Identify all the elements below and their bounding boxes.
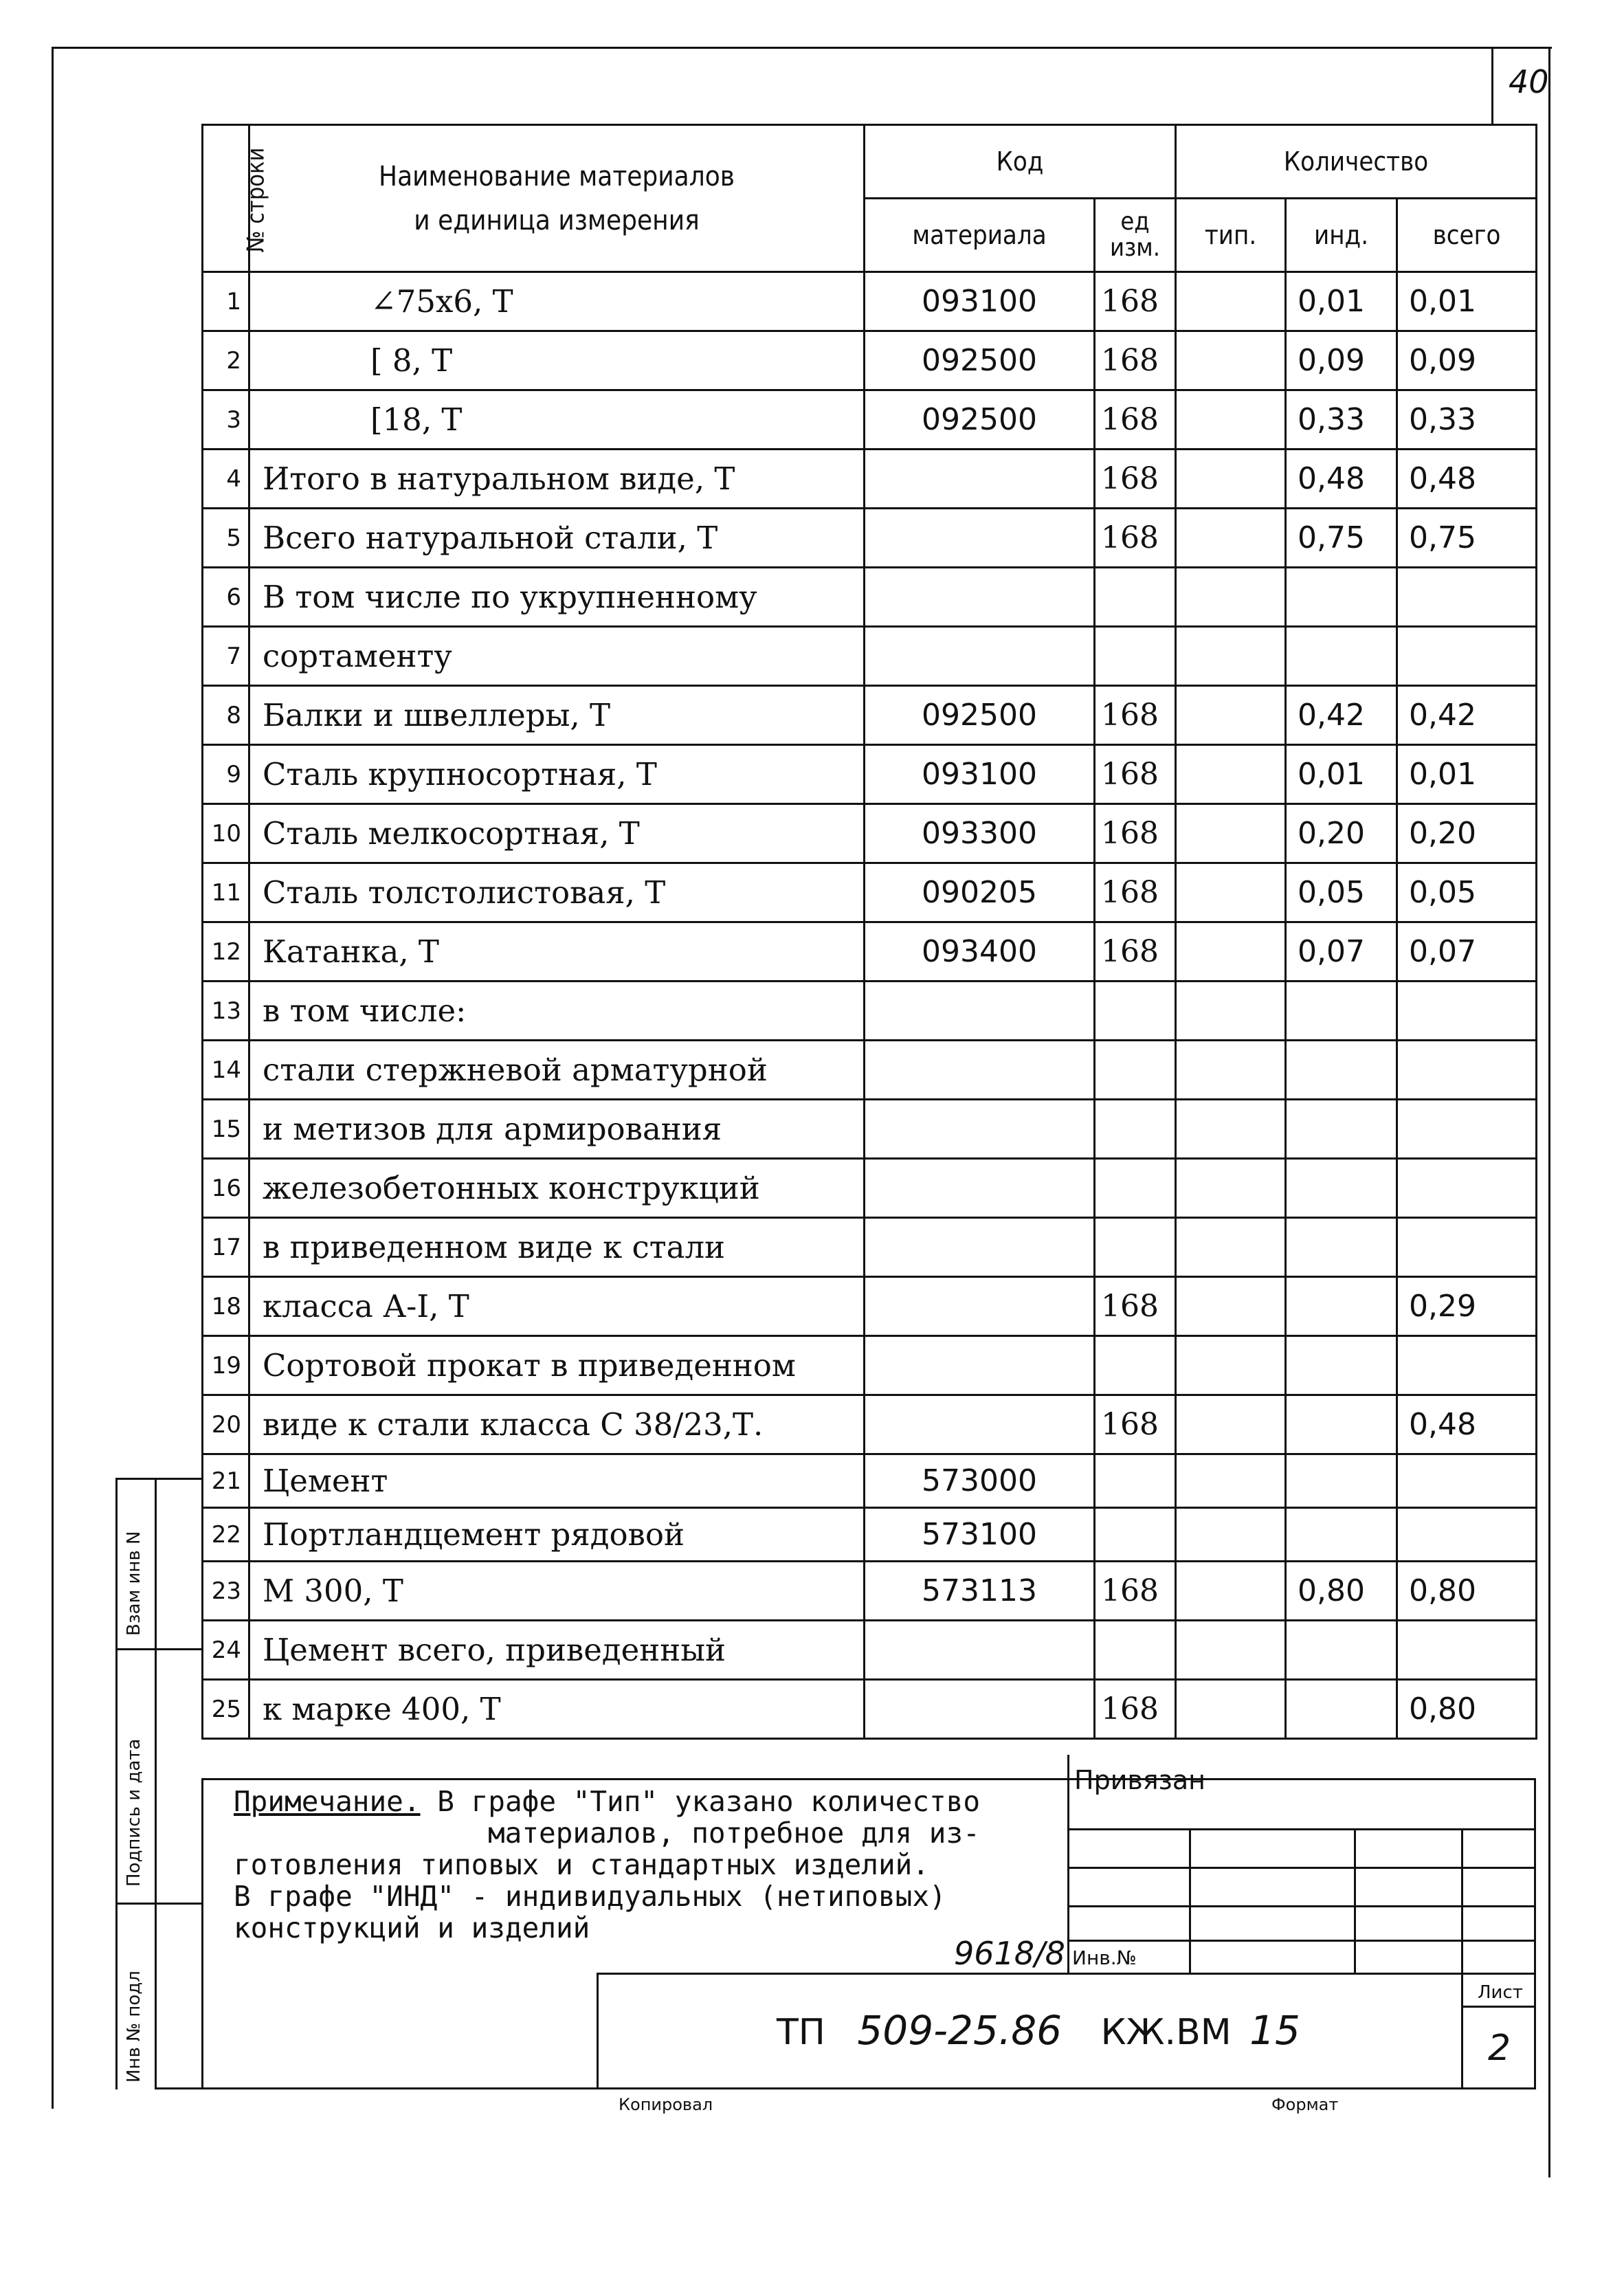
unit-code (1095, 1454, 1176, 1508)
row-number: 1 (203, 272, 249, 331)
material-name: класса А-I, Т (249, 1277, 865, 1336)
qty-ind (1286, 1100, 1397, 1159)
material-code: 093100 (865, 745, 1095, 804)
table-row (203, 1395, 1537, 1454)
material-code: 573113 (865, 1562, 1095, 1621)
material-name: сортаменту (249, 627, 865, 686)
unit-code: 168 (1095, 686, 1176, 745)
material-code: 573100 (865, 1508, 1095, 1562)
table-row (203, 331, 1537, 390)
qty-typ (1176, 1621, 1286, 1680)
note-line-2: материалов, потребное для из- (488, 1817, 980, 1850)
qty-total: 0,33 (1397, 390, 1537, 450)
header-row-no (203, 125, 270, 272)
material-code (865, 509, 1095, 568)
material-code (865, 1336, 1095, 1395)
row-number: 23 (203, 1562, 249, 1621)
material-code (865, 568, 1095, 627)
qty-ind (1286, 1041, 1397, 1100)
note-line-4: В графе "ИНД" - индивидуальных (нетиповых) (234, 1880, 946, 1913)
material-code (865, 1218, 1095, 1277)
material-code (865, 1395, 1095, 1454)
row-number: 14 (203, 1041, 249, 1100)
material-code (865, 1100, 1095, 1159)
unit-code: 168 (1095, 745, 1176, 804)
margin-inner-line (155, 1478, 157, 2089)
unit-code: 168 (1095, 331, 1176, 390)
table-row (203, 272, 1537, 331)
qty-typ (1176, 1454, 1286, 1508)
qty-ind: 0,05 (1286, 863, 1397, 922)
row-number: 5 (203, 509, 249, 568)
qty-typ (1176, 863, 1286, 922)
qty-ind (1286, 1395, 1397, 1454)
qty-typ (1176, 1680, 1286, 1739)
header-code: Код (865, 125, 1176, 199)
row-number: 17 (203, 1218, 249, 1277)
qty-typ (1176, 627, 1286, 686)
material-code (865, 1277, 1095, 1336)
table-row (203, 982, 1537, 1041)
material-name: Балки и швеллеры, Т (249, 686, 865, 745)
material-code (865, 1041, 1095, 1100)
inv-no-label: Инв.№ (1072, 1947, 1137, 1969)
unit-code (1095, 1041, 1176, 1100)
row-number: 22 (203, 1508, 249, 1562)
qty-total: 0,01 (1397, 272, 1537, 331)
table-row (203, 1100, 1537, 1159)
unit-code: 168 (1095, 804, 1176, 863)
margin-sep-2 (115, 1903, 201, 1905)
unit-code: 168 (1095, 272, 1176, 331)
frame-right-line (1548, 47, 1550, 2177)
side-label-podpis-data: Подпись и дата (124, 1738, 144, 1887)
material-name: Сортовой прокат в приведенном (249, 1336, 865, 1395)
unit-code: 168 (1095, 1562, 1176, 1621)
privyazan-col-3 (1461, 1828, 1463, 1973)
qty-ind: 0,80 (1286, 1562, 1397, 1621)
material-name: стали стержневой арматурной (249, 1041, 865, 1100)
qty-total (1397, 1508, 1537, 1562)
material-name: Катанка, Т (249, 922, 865, 982)
stamp-left-line (597, 1973, 599, 2089)
unit-code: 168 (1095, 1277, 1176, 1336)
qty-ind: 0,09 (1286, 331, 1397, 390)
material-code (865, 1680, 1095, 1739)
material-name: Портландцемент рядовой (249, 1508, 865, 1562)
qty-typ (1176, 745, 1286, 804)
row-number: 9 (203, 745, 249, 804)
material-code: 092500 (865, 686, 1095, 745)
material-name: в том числе: (249, 982, 865, 1041)
unit-code: 168 (1095, 509, 1176, 568)
qty-ind: 0,42 (1286, 686, 1397, 745)
qty-total (1397, 1336, 1537, 1395)
privyazan-row-1 (1067, 1828, 1535, 1830)
material-name: В том числе по укрупненному (249, 568, 865, 627)
qty-total: 0,48 (1397, 450, 1537, 509)
unit-code: 168 (1095, 1395, 1176, 1454)
qty-typ (1176, 568, 1286, 627)
row-number: 16 (203, 1159, 249, 1218)
table-row (203, 686, 1537, 745)
qty-total: 0,07 (1397, 922, 1537, 982)
table-row (203, 1336, 1537, 1395)
qty-total (1397, 627, 1537, 686)
row-number: 21 (203, 1454, 249, 1508)
privyazan-col-1 (1189, 1828, 1191, 1973)
table-row (203, 1508, 1537, 1562)
header-qty-typ: тип. (1176, 199, 1286, 272)
qty-typ (1176, 450, 1286, 509)
material-name: Итого в натуральном виде, Т (249, 450, 865, 509)
table-row (203, 922, 1537, 982)
table-row (203, 1159, 1537, 1218)
table-row (203, 568, 1537, 627)
handwritten-inv-number: 9618/8 (954, 1935, 1065, 1972)
material-name: железобетонных конструкций (249, 1159, 865, 1218)
row-number: 3 (203, 390, 249, 450)
material-name: Сталь мелкосортная, Т (249, 804, 865, 863)
qty-typ (1176, 1508, 1286, 1562)
qty-ind: 0,07 (1286, 922, 1397, 982)
qty-ind: 0,01 (1286, 272, 1397, 331)
note-block (234, 1786, 980, 1944)
qty-ind: 0,75 (1286, 509, 1397, 568)
material-code (865, 1621, 1095, 1680)
row-number: 4 (203, 450, 249, 509)
table-row (203, 390, 1537, 450)
frame-left-line (52, 47, 54, 2109)
unit-code (1095, 1100, 1176, 1159)
table-row (203, 1218, 1537, 1277)
stamp-sheet-row (1461, 2006, 1535, 2008)
body-bottom-edge (155, 2087, 1536, 2089)
body-bottom-line (201, 1778, 1535, 1780)
note-label: Примечание. (234, 1785, 421, 1818)
qty-typ (1176, 1100, 1286, 1159)
qty-typ (1176, 331, 1286, 390)
row-number: 24 (203, 1621, 249, 1680)
qty-total: 0,29 (1397, 1277, 1537, 1336)
material-name: Сталь толстолистовая, Т (249, 863, 865, 922)
material-code (865, 450, 1095, 509)
qty-ind (1286, 568, 1397, 627)
qty-total: 0,75 (1397, 509, 1537, 568)
privyazan-col-2 (1354, 1828, 1356, 1973)
qty-typ (1176, 922, 1286, 982)
table-row (203, 1277, 1537, 1336)
material-code (865, 1159, 1095, 1218)
header-code-material: материала (865, 199, 1095, 272)
table-row (203, 1621, 1537, 1680)
qty-ind: 0,48 (1286, 450, 1397, 509)
qty-total: 0,05 (1397, 863, 1537, 922)
row-number: 19 (203, 1336, 249, 1395)
row-number: 25 (203, 1680, 249, 1739)
row-number: 18 (203, 1277, 249, 1336)
table-row (203, 804, 1537, 863)
qty-typ (1176, 1336, 1286, 1395)
material-code: 092500 (865, 390, 1095, 450)
unit-code (1095, 1621, 1176, 1680)
qty-ind (1286, 1680, 1397, 1739)
qty-ind (1286, 1621, 1397, 1680)
qty-typ (1176, 1395, 1286, 1454)
privyazan-left-line (1067, 1755, 1069, 1975)
qty-total (1397, 1218, 1537, 1277)
unit-code: 168 (1095, 863, 1176, 922)
qty-total: 0,01 (1397, 745, 1537, 804)
qty-typ (1176, 982, 1286, 1041)
privyazan-row-4 (1067, 1940, 1535, 1942)
material-name: Всего натуральной стали, Т (249, 509, 865, 568)
unit-code (1095, 568, 1176, 627)
qty-ind (1286, 627, 1397, 686)
frame-top-line (54, 47, 1552, 49)
side-label-inv-podl: Инв № подл (124, 1971, 144, 2083)
material-name: в приведенном виде к стали (249, 1218, 865, 1277)
row-number: 20 (203, 1395, 249, 1454)
document-code-page: 15 (1249, 2007, 1300, 2054)
stamp-sheet-col (1461, 1973, 1463, 2089)
row-number: 2 (203, 331, 249, 390)
row-number: 8 (203, 686, 249, 745)
qty-total: 0,20 (1397, 804, 1537, 863)
row-number: 6 (203, 568, 249, 627)
qty-total: 0,42 (1397, 686, 1537, 745)
unit-code: 168 (1095, 390, 1176, 450)
header-code-unit: ед изм. (1095, 199, 1176, 272)
stamp-sheet-label: Лист (1478, 1982, 1523, 2003)
qty-typ (1176, 1277, 1286, 1336)
row-number: 12 (203, 922, 249, 982)
qty-total (1397, 982, 1537, 1041)
qty-total: 0,80 (1397, 1680, 1537, 1739)
qty-typ (1176, 1041, 1286, 1100)
qty-total (1397, 1454, 1537, 1508)
materials-table-body (203, 272, 1537, 1739)
header-row-no-text: № строки (242, 147, 270, 252)
qty-typ (1176, 272, 1286, 331)
qty-total: 0,48 (1397, 1395, 1537, 1454)
table-row (203, 1041, 1537, 1100)
unit-code (1095, 1159, 1176, 1218)
margin-outer-line (115, 1478, 118, 2089)
sheet-number-box-left (1491, 48, 1493, 124)
material-name: и метизов для армирования (249, 1100, 865, 1159)
row-number: 7 (203, 627, 249, 686)
unit-code (1095, 627, 1176, 686)
document-code (777, 2007, 1300, 2054)
material-name: Цемент (249, 1454, 865, 1508)
qty-typ (1176, 804, 1286, 863)
material-code: 093100 (865, 272, 1095, 331)
qty-ind (1286, 1508, 1397, 1562)
qty-ind: 0,01 (1286, 745, 1397, 804)
footer-kopiroval: Копировал (619, 2095, 713, 2114)
header-name: Наименование материалов и единица измерения (249, 125, 865, 272)
unit-code: 168 (1095, 922, 1176, 982)
qty-total (1397, 1159, 1537, 1218)
material-code: 090205 (865, 863, 1095, 922)
qty-typ (1176, 686, 1286, 745)
material-name: к марке 400, Т (249, 1680, 865, 1739)
stamp-top-line (597, 1973, 1535, 1975)
privyazan-row-2 (1067, 1867, 1535, 1869)
unit-code (1095, 1218, 1176, 1277)
table-row (203, 450, 1537, 509)
qty-typ (1176, 1218, 1286, 1277)
document-code-number: 509-25.86 (857, 2007, 1063, 2054)
material-code (865, 982, 1095, 1041)
unit-code (1095, 1336, 1176, 1395)
qty-ind: 0,33 (1286, 390, 1397, 450)
body-right-line (1534, 1778, 1536, 2089)
row-number: 15 (203, 1100, 249, 1159)
table-row (203, 1680, 1537, 1739)
material-name: М 300, Т (249, 1562, 865, 1621)
header-quantity: Количество (1176, 125, 1537, 199)
qty-ind (1286, 1277, 1397, 1336)
header-qty-total: всего (1397, 199, 1537, 272)
footer-format: Формат (1271, 2095, 1339, 2114)
margin-sep-1 (115, 1648, 201, 1650)
qty-total (1397, 1041, 1537, 1100)
table-row (203, 745, 1537, 804)
table-row (203, 863, 1537, 922)
table-row (203, 1562, 1537, 1621)
qty-ind (1286, 1159, 1397, 1218)
qty-typ (1176, 390, 1286, 450)
material-code (865, 627, 1095, 686)
row-number: 13 (203, 982, 249, 1041)
note-line-1: В графе "Тип" указано количество (420, 1785, 981, 1818)
material-name: Цемент всего, приведенный (249, 1621, 865, 1680)
unit-code (1095, 982, 1176, 1041)
qty-total: 0,80 (1397, 1562, 1537, 1621)
sheet-number: 40 (1509, 63, 1549, 100)
material-code: 573000 (865, 1454, 1095, 1508)
material-name: Сталь крупносортная, Т (249, 745, 865, 804)
material-name: [ 8, Т (249, 331, 865, 390)
material-code: 093400 (865, 922, 1095, 982)
row-number: 11 (203, 863, 249, 922)
qty-total (1397, 1100, 1537, 1159)
document-code-suffix: КЖ.ВМ (1100, 2012, 1232, 2053)
materials-table (201, 124, 1537, 1740)
unit-code: 168 (1095, 1680, 1176, 1739)
qty-total: 0,09 (1397, 331, 1537, 390)
qty-total (1397, 568, 1537, 627)
table-row (203, 509, 1537, 568)
material-name: виде к стали класса С 38/23,Т. (249, 1395, 865, 1454)
document-code-prefix: ТП (777, 2012, 825, 2053)
margin-top-line (115, 1478, 201, 1480)
material-code: 092500 (865, 331, 1095, 390)
header-qty-ind: инд. (1286, 199, 1397, 272)
side-label-vzam-inv: Взам инв N (124, 1531, 144, 1636)
unit-code (1095, 1508, 1176, 1562)
qty-typ (1176, 509, 1286, 568)
body-left-line (201, 1778, 203, 2089)
privyazan-row-3 (1067, 1905, 1535, 1907)
material-name: ∠75x6, Т (249, 272, 865, 331)
qty-ind (1286, 982, 1397, 1041)
qty-typ (1176, 1562, 1286, 1621)
qty-ind (1286, 1218, 1397, 1277)
qty-total (1397, 1621, 1537, 1680)
material-name: [18, Т (249, 390, 865, 450)
qty-typ (1176, 1159, 1286, 1218)
row-number: 10 (203, 804, 249, 863)
qty-ind: 0,20 (1286, 804, 1397, 863)
stamp-sheet-value: 2 (1488, 2028, 1511, 2069)
table-row (203, 627, 1537, 686)
note-line-3: готовления типовых и стандартных изделий. (234, 1848, 930, 1881)
note-line-5: конструкций и изделий (234, 1911, 590, 1944)
privyazan-label: Привязан (1074, 1765, 1205, 1795)
material-code: 093300 (865, 804, 1095, 863)
qty-ind (1286, 1454, 1397, 1508)
table-row (203, 1454, 1537, 1508)
qty-ind (1286, 1336, 1397, 1395)
unit-code: 168 (1095, 450, 1176, 509)
